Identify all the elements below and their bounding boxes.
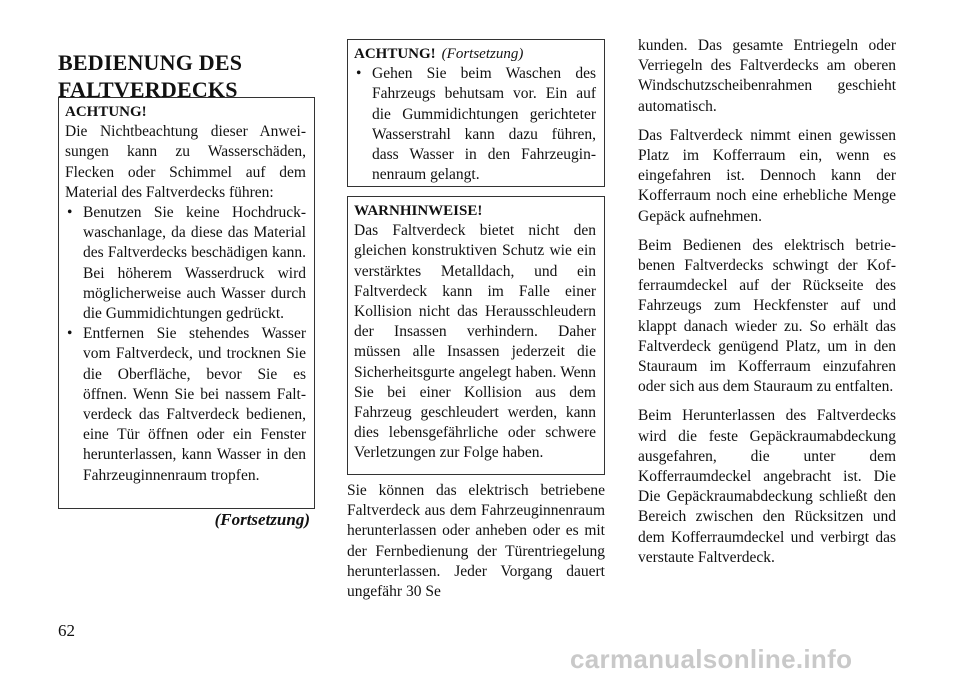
list-item: • Entfernen Sie stehendes Wasser vom Faltverdeck, und trocknen Sie die Oberfläche, bevor Sie es öffnen. Wenn Sie bei nassem Faltverdeck das Faltverdeck bedienen, eine Tür öffnen oder ein Fenster herunterlassen, kann Wasser in den Fahrzeuginnenraum tropfen. [65, 324, 306, 486]
body-paragraph: Das Faltverdeck nimmt einen gewissen Platz im Kofferraum ein, wenn es eingefahren ist. Dennoch kann der Kofferraum noch eine erhebliche Menge Gepäck aufnehmen. [638, 126, 896, 225]
body-paragraph: kunden. Das gesamte Entriegeln oder Verriegeln des Faltverdecks am oberen Windschutzscheibenrahmen geschieht automatisch. [638, 37, 896, 115]
list-item: • Gehen Sie beim Waschen des Fahrzeugs behutsam vor. Ein auf die Gummidichtungen gerichteter Wasserstrahl kann dazu führen, dass Wasser in den Fahrzeuginnenraum gelangt. [354, 64, 596, 185]
list-item: • Benutzen Sie keine Hochdruckwaschanlage, da diese das Material des Faltverdecks beschädigen kann. Bei höherem Wasserdruck wird möglicherweise auch Wasser durch die Gummidichtungen gedrückt. [65, 203, 306, 324]
page-number: 62 [58, 621, 75, 640]
warning-box-achtung [58, 97, 315, 509]
warning-heading: WARNHINWEISE! [354, 203, 483, 219]
warning-text: Das Faltverdeck bietet nicht den gleichen konstruktiven Schutz wie ein verstärktes Metalldach, und ein Faltverdeck kann im Falle einer Kollision nicht das Herausschleudern der Insassen verhindern. Daher müssen alle Insassen jederzeit die Sicherheitsgurte angelegt haben. Wenn Sie bei einer Kollision aus dem Fahrzeug geschleudert werden, kann dies lebensgefährliche oder schwere Verletzungen zur Folge haben. [354, 222, 596, 462]
warning-heading: ACHTUNG! [65, 104, 147, 120]
body-column-right [638, 36, 896, 577]
warning-heading-continued [354, 44, 596, 64]
warning-intro: Die Nichtbeachtung dieser Anweisungen kann zu Wasserschäden, Flecken oder Schimmel auf dem Material des Faltverdecks führen: [65, 123, 306, 201]
warning-list [65, 203, 306, 486]
body-paragraph: Sie können das elektrisch betriebene Faltverdeck aus dem Fahrzeuginnenraum herunterlassen oder anheben oder es mit der Fernbedienung der Türentriegelung herunterlassen. Jeder Vorgang dauert ungefähr 30 Se [347, 482, 605, 601]
body-paragraph: Beim Bedienen des elektrisch betriebenen Faltverdecks schwingt der Kofferraumdeckel auf der Rückseite des Fahrzeugs zum Heckfenster auf und klappt danach wieder zu. So erhält das Faltverdeck genügend Platz, um in den Stauraum im Kofferraum einzufahren oder sich aus dem Stauraum zu entfalten. [638, 236, 896, 396]
page-title: BEDIENUNG DES FALTVERDECKS [58, 49, 243, 102]
warning-list [354, 64, 596, 185]
warning-box-warnhinweise [347, 196, 605, 475]
warning-heading: ACHTUNG! [354, 46, 436, 62]
continued-note: (Fortsetzung) [214, 510, 310, 529]
warning-box-achtung-continued [347, 39, 605, 187]
watermark: carmanualsonline.info [570, 644, 853, 674]
continued-label: (Fortsetzung) [441, 46, 524, 62]
body-paragraph: Beim Herunterlassen des Faltverdecks wird die feste Gepäckraumabdeckung ausgefahren, die unter dem Kofferraumdeckel angebracht ist. Die Die Gepäckraumabdeckung schließt den Bereich zwischen den Rücksitzen und dem Kofferraumdeckel und verbirgt das verstaute Faltverdeck. [638, 407, 896, 566]
